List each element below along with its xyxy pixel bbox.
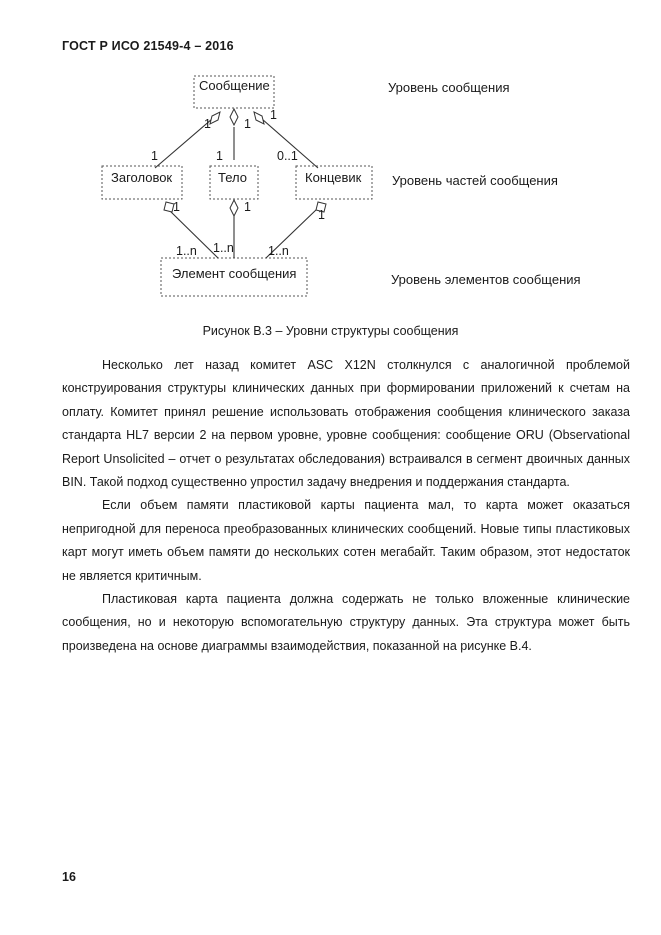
multiplicity-label: 1	[244, 117, 251, 131]
node-trailer: Концевик	[305, 170, 362, 185]
multiplicity-label: 1	[318, 208, 325, 222]
aggregation-diamond-right	[254, 112, 264, 124]
node-message: Сообщение	[199, 78, 270, 93]
aggregation-diamond-body	[230, 200, 238, 216]
multiplicity-label: 1	[173, 200, 180, 214]
level-message: Уровень сообщения	[388, 80, 510, 95]
aggregation-diamond-left	[210, 112, 220, 124]
page-number: 16	[62, 870, 76, 884]
paragraph: Пластиковая карта пациента должна содержать не только вложенные клинические сообщения, но и некоторую вспомогательную структуру данных. Эта структура может быть произведена на основе диаграммы взаимодействия, показанной на рисунке В.4.	[62, 592, 630, 653]
multiplicity-label: 1	[216, 149, 223, 163]
multiplicity-label: 1..n	[213, 241, 234, 255]
node-body: Тело	[218, 170, 247, 185]
document-header: ГОСТ Р ИСО 21549-4 – 2016	[62, 39, 234, 53]
message-structure-diagram	[0, 0, 661, 330]
aggregation-diamond-mid	[230, 109, 238, 125]
node-header: Заголовок	[111, 170, 173, 185]
multiplicity-label: 1..n	[176, 244, 197, 258]
figure-caption: Рисунок В.3 – Уровни структуры сообщения	[202, 324, 459, 338]
node-element: Элемент сообщения	[172, 266, 297, 281]
multiplicity-label: 1	[151, 149, 158, 163]
paragraph: Несколько лет назад комитет ASC X12N столкнулся с аналогичной проблемой конструирования структуры клинических данных при формировании приложений к счетам на оплату. Комитет принял решение использовать отображения сообщения клинического заказа стандарта HL7 версии 2 на первом уровне, уровне сообщения: сообщение ORU (Observational Report Unsolicited – отчет о результатах обследования) встраивался в сегмент двоичных данных BIN. Такой подход существенно упростил задачу внедрения и поддержания стандарта.	[62, 358, 630, 490]
multiplicity-label: 1..n	[268, 244, 289, 258]
multiplicity-label: 1	[244, 200, 251, 214]
paragraph: Если объем памяти пластиковой карты пациента мал, то карта может оказаться непригодной для переноса преобразованных клинических сообщений. Новые типы пластиковых карт могут иметь объем памяти до нескольких сотен мегабайт. Таким образом, этот недостаток не является критичным.	[62, 498, 630, 583]
multiplicity-label: 1	[204, 117, 211, 131]
body-text	[62, 354, 630, 658]
level-elements: Уровень элементов сообщения	[391, 272, 581, 287]
multiplicity-label: 1	[270, 108, 277, 122]
level-parts: Уровень частей сообщения	[392, 173, 558, 188]
multiplicity-label: 0..1	[277, 149, 298, 163]
